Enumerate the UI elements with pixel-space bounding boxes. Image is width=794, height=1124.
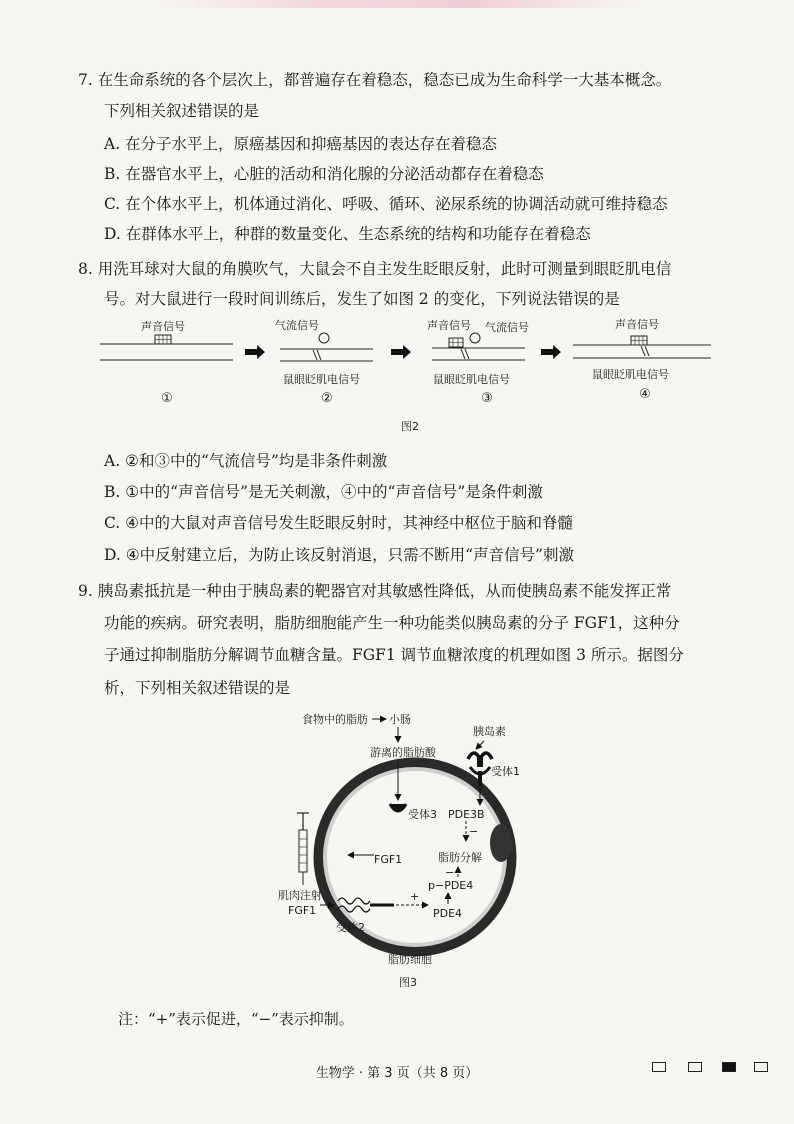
- figure-2: [95, 312, 725, 437]
- fig2-p1-sound-label: 声音信号: [141, 320, 185, 333]
- fig3-injection: 肌肉注射: [278, 889, 322, 902]
- q9-stem-line4: 析，下列相关叙述错误的是: [104, 679, 291, 697]
- page-footer: 生物学 · 第 3 页（共 8 页）: [315, 1066, 479, 1081]
- receptor3-icon: [390, 804, 406, 811]
- air-puff-icon: [470, 333, 480, 343]
- fig2-p4-sound-label: 声音信号: [615, 318, 659, 331]
- q9-note: 注：“+”表示促进，“−”表示抑制。: [118, 1010, 354, 1028]
- fig3-receptor2: 受体2: [336, 921, 365, 934]
- filled-box-icon: [722, 1062, 736, 1072]
- q8-option-a: A. ②和③中的“气流信号”均是非条件刺激: [104, 452, 388, 470]
- q9-stem-line1: 9. 胰岛素抵抗是一种由于胰岛素的靶器官对其敏感性降低，从而使胰岛素不能发挥正常: [78, 582, 672, 600]
- q7-option-d: D. 在群体水平上，种群的数量变化、生态系统的结构和功能存在着稳态: [104, 225, 591, 243]
- empty-box-icon: [688, 1062, 702, 1072]
- fig3-minus-1: −: [469, 825, 479, 838]
- q9-stem-line2: 功能的疾病。研究表明，脂肪细胞能产生一种功能类似胰岛素的分子 FGF1，这种分: [104, 614, 680, 632]
- fig3-injection-fgf1: FGF1: [288, 904, 317, 917]
- q8-option-c: C. ④中的大鼠对声音信号发生眨眼反射时，其神经中枢位于脑和脊髓: [104, 514, 574, 532]
- q7-option-c: C. 在个体水平上，机体通过消化、呼吸、循环、泌尿系统的协调活动就可维持稳态: [104, 195, 668, 213]
- fig3-receptor3: 受体3: [408, 808, 437, 821]
- fig3-p-pde4: p−PDE4: [428, 879, 474, 892]
- fig3-plus: +: [410, 890, 420, 903]
- arrow-right-icon: [541, 345, 561, 359]
- syringe-icon: [297, 813, 309, 885]
- fig2-panel-3: [427, 318, 529, 406]
- q9-stem-line3: 子通过抑制脂肪分解调节血糖含量。FGF1 调节血糖浓度的机理如图 3 所示。据图分: [104, 646, 684, 664]
- fig2-panel-1: [100, 319, 233, 406]
- fig3-pde4: PDE4: [433, 907, 463, 920]
- fig3-fat-cell: 脂肪细胞: [388, 953, 432, 966]
- fig2-label-1: ①: [161, 391, 173, 406]
- fig3-small-intestine: 小肠: [389, 713, 411, 726]
- fig2-p3-sound-label: 声音信号: [427, 319, 471, 332]
- fig3-pde3b: PDE3B: [448, 808, 485, 821]
- empty-box-icon: [652, 1062, 666, 1072]
- fig3-receptor1: 受体1: [491, 765, 520, 778]
- fig3-free-fatty-acid: 游离的脂肪酸: [370, 746, 436, 759]
- emg-mark-icon: [313, 350, 321, 360]
- fig3-lipolysis: 脂肪分解: [438, 851, 482, 864]
- fig2-panel-4: [573, 317, 711, 402]
- fig3-food-fat: 食物中的脂肪: [302, 713, 368, 726]
- arrow-right-icon: [245, 345, 265, 359]
- nucleus: [490, 824, 512, 862]
- fig2-label-2: ②: [321, 391, 333, 406]
- page-marker-boxes: [650, 1060, 770, 1076]
- fig2-p3-air-label: 气流信号: [485, 321, 529, 334]
- q7-stem-line2: 下列相关叙述错误的是: [104, 102, 260, 120]
- air-puff-icon: [319, 333, 329, 343]
- fig3-caption: 图3: [399, 976, 417, 989]
- q7-stem-line1: 7. 在生命系统的各个层次上，都普遍存在着稳态，稳态已成为生命科学一大基本概念。: [78, 71, 672, 89]
- fig2-label-4: ④: [639, 387, 651, 402]
- arrow-right-icon: [391, 345, 411, 359]
- fig3-minus-2: −: [445, 866, 455, 879]
- top-edge-tint: [0, 0, 794, 8]
- q8-option-d: D. ④中反射建立后，为防止该反射消退，只需不断用“声音信号”刺激: [104, 546, 574, 564]
- figure-3: [270, 705, 550, 995]
- q7-option-b: B. 在器官水平上，心脏的活动和消化腺的分泌活动都存在着稳态: [104, 165, 544, 183]
- q7-option-a: A. 在分子水平上，原癌基因和抑癌基因的表达存在着稳态: [104, 135, 498, 153]
- empty-box-icon: [754, 1062, 768, 1072]
- fig2-caption: 图2: [401, 420, 419, 433]
- emg-mark-icon: [641, 346, 649, 356]
- fig2-p4-emg-label: 鼠眼眨肌电信号: [592, 368, 669, 381]
- q8-stem-line1: 8. 用洗耳球对大鼠的角膜吹气，大鼠会不自主发生眨眼反射，此时可测量到眼眨肌电信: [78, 260, 672, 278]
- fig2-panel-2: [275, 318, 373, 406]
- q8-stem-line2: 号。对大鼠进行一段时间训练后，发生了如图 2 的变化，下列说法错误的是: [104, 290, 620, 308]
- emg-mark-icon: [461, 349, 469, 359]
- fig2-p2-emg-label: 鼠眼眨肌电信号: [283, 373, 360, 386]
- fig2-label-3: ③: [481, 391, 493, 406]
- q8-option-b: B. ①中的“声音信号”是无关刺激，④中的“声音信号”是条件刺激: [104, 483, 543, 501]
- fig2-p3-emg-label: 鼠眼眨肌电信号: [433, 373, 510, 386]
- fig3-insulin: 胰岛素: [473, 725, 506, 738]
- fig2-p2-air-label: 气流信号: [275, 319, 319, 332]
- fig3-fgf1-inner: FGF1: [374, 853, 403, 866]
